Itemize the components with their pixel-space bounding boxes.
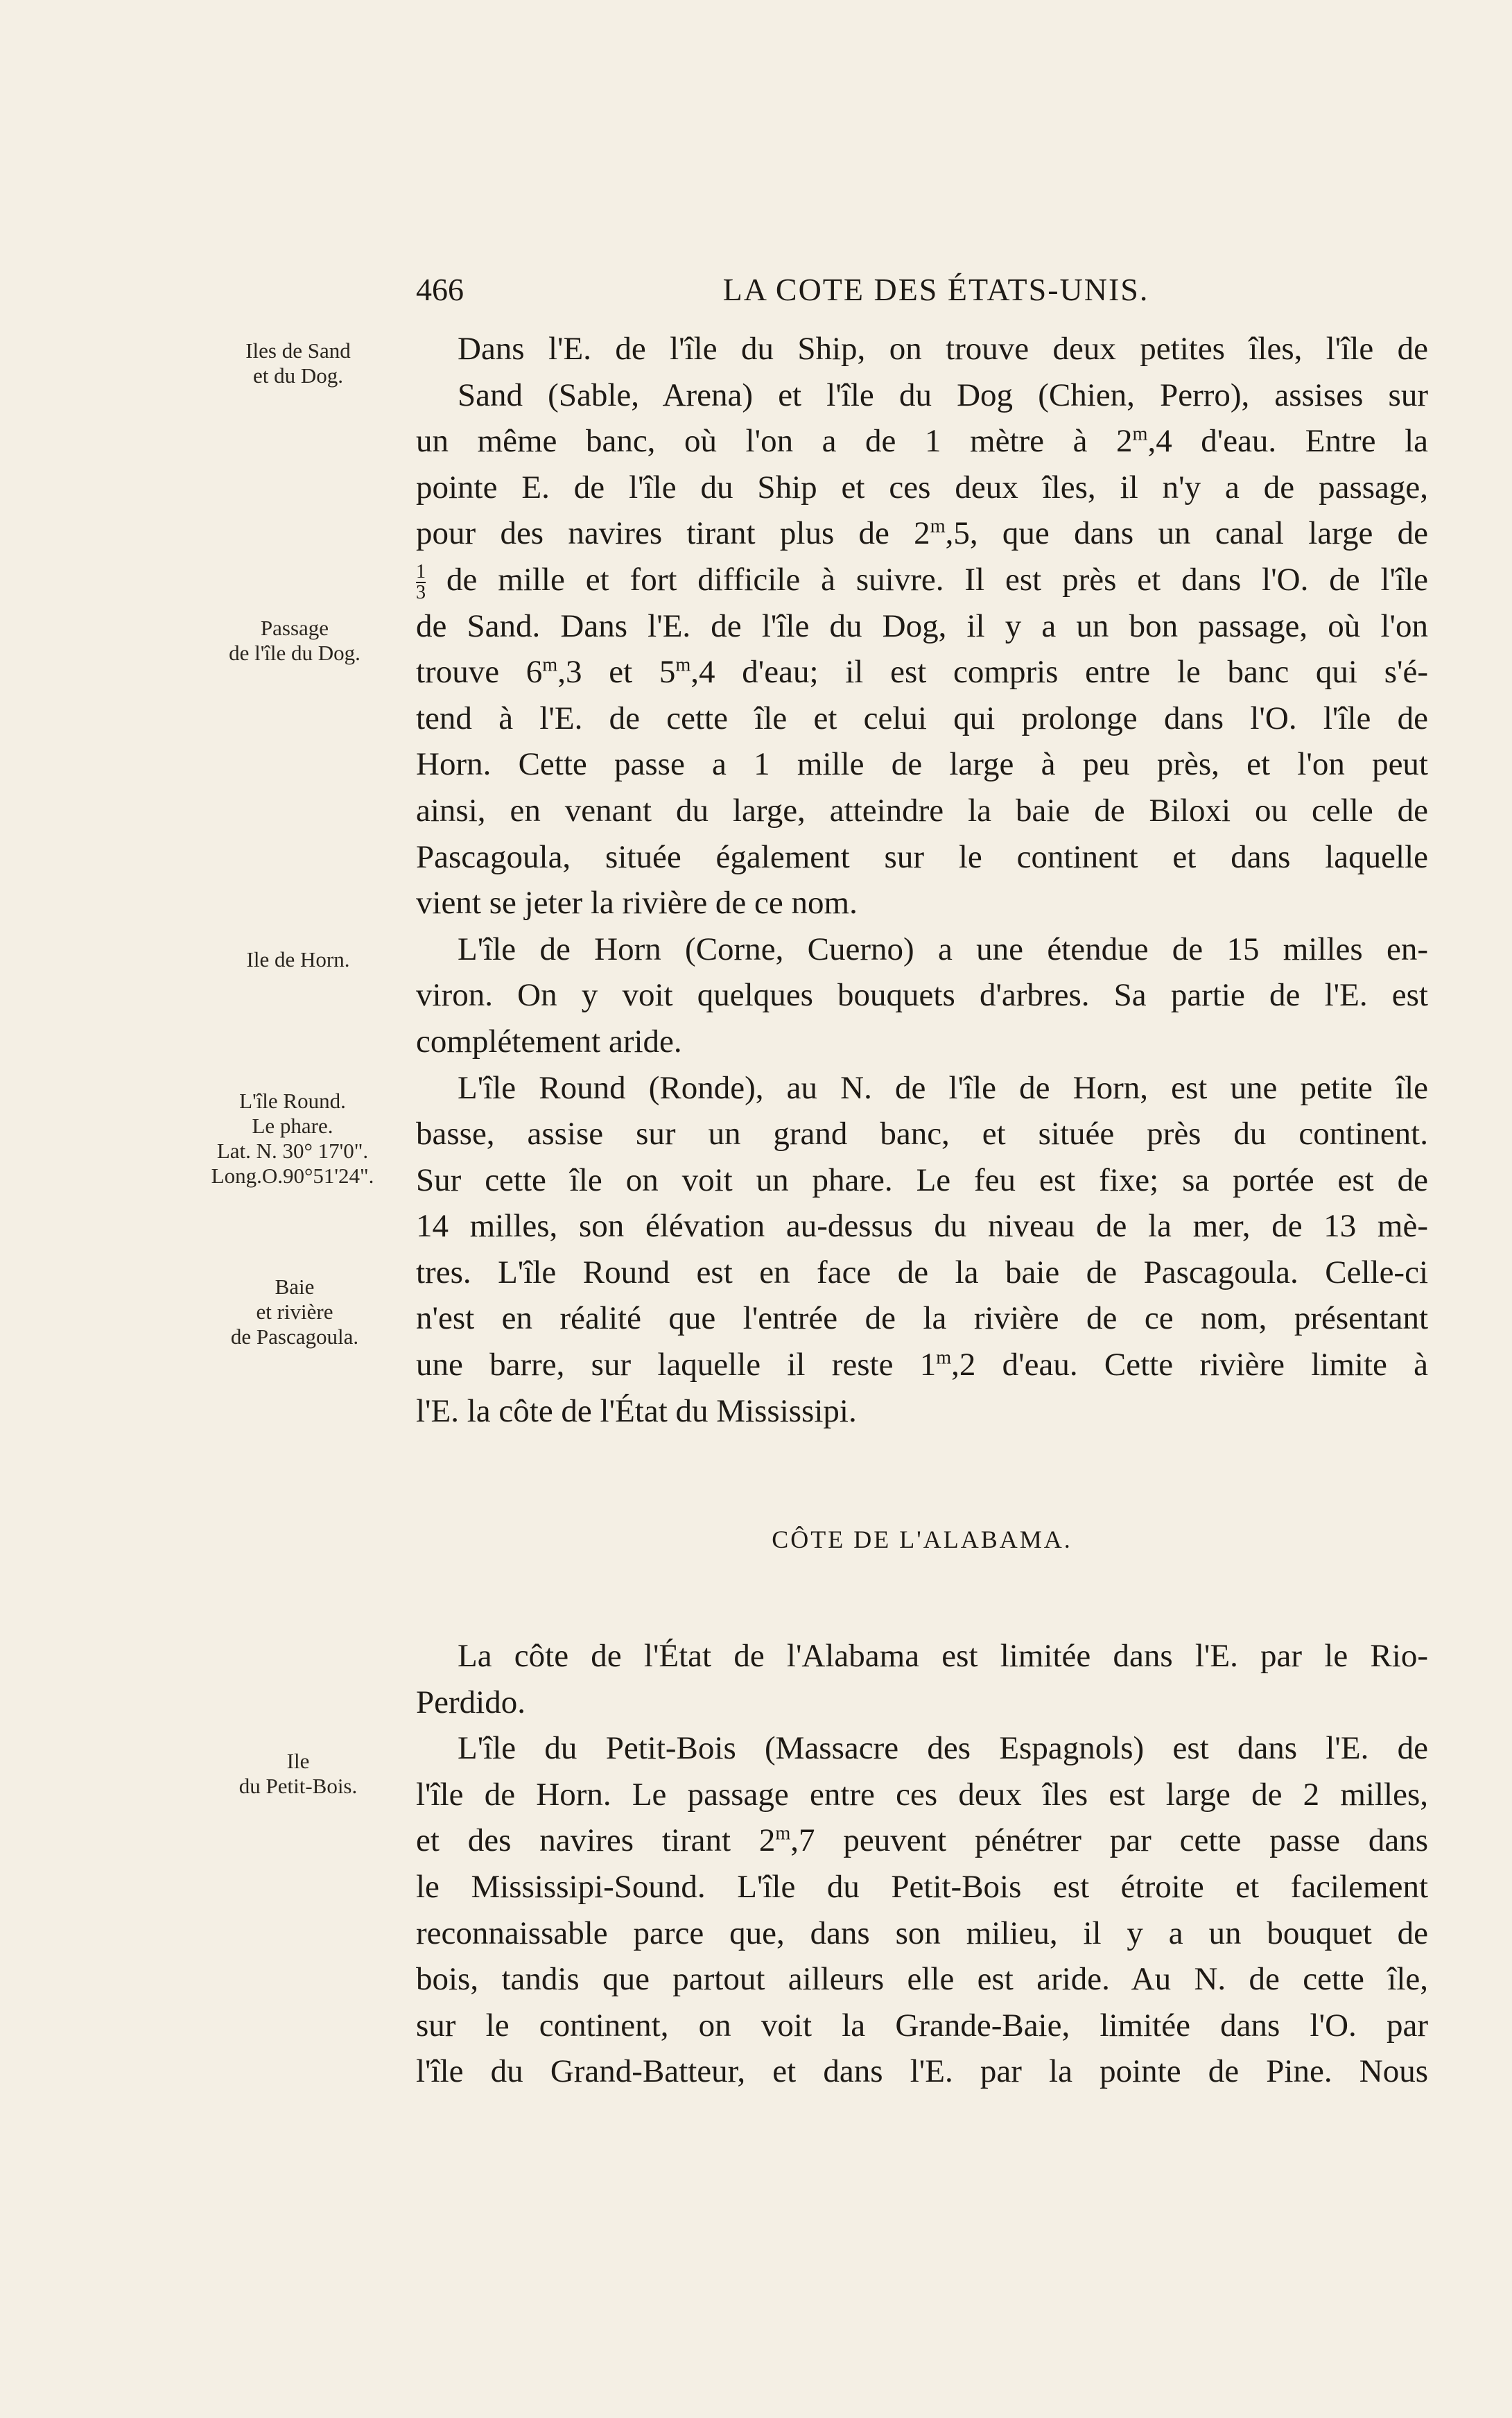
margin-note-ile-horn: Ile de Horn. [246,947,350,971]
paragraph-5: L'île du Petit-Bois (Massacre des Espagnols) est dans l'E. de l'île de Horn. Le passage entre ces deux îles est large de 2 milles, et des navires tirant 2$^m$,7 peuvent pénétrer par cette passe dans le Mississipi-Sound. L'île du Petit-Bois est étroite et facilement reconnaissable parce que, dans son milieu, il y a un bouquet de bois, tandis que partout ailleurs elle est aride. Au N. de cette île, sur le continent, on voit la Grande-Baie, limitée dans l'O. par l'île du Grand-Batteur, et dans l'E. par la pointe de Pine. Nous [416,1730,1428,2090]
running-header [416,269,1428,311]
paragraph-3: L'île Round (Ronde), au N. de l'île de Horn, est une petite île basse, assise sur un grand banc, et située près du continent. Sur cette île on voit un phare. Le feu est fixe; sa portée est de 14 milles, son élévation au-dessus du niveau de la mer, de 13 mè- tres. L'île Round est en face de la baie de Pascagoula. Celle-ci n'est en réalité que l'entrée de la rivière de ce nom, présentant une barre, sur laquelle il reste 1$^m$,2 d'eau. Cette rivière limite à l'E. la côte de l'État du Mississipi. [416,1069,1429,1429]
section-heading: CÔTE DE L'ALABAMA. [772,1526,1072,1553]
margin-note-ile-petit-bois: Ile du Petit-Bois. [238,1749,358,1798]
running-title: LA COTE DES ÉTATS-UNIS. [722,272,1149,307]
body-text-top [416,326,1428,1434]
paragraph-4: La côte de l'État de l'Alabama est limitée dans l'E. par le Rio- Perdido. [416,1638,1428,1720]
paragraph-2: L'île de Horn (Corne, Cuerno) a une étendue de 15 milles en- viron. On y voit quelques bouquets d'arbres. Sa partie de l'E. est complétement aride. [416,931,1428,1060]
margin-note-passage-dog: Passage de l'île du Dog. [229,616,360,665]
page-number: 466 [416,272,464,307]
margin-note-iles-sand-dog: Iles de Sand et du Dog. [245,338,351,388]
body-text-bottom [416,1633,1428,2095]
margin-note-baie-pascagoula: Baie et rivière de Pascagoula. [230,1275,359,1349]
margin-note-ile-round: L'île Round. Le phare. Lat. N. 30° 17'0". Long.O.90°51'24". [211,1089,374,1188]
paragraph-1: Dans l'E. de l'île du Ship, on trouve deux petites îles, l'île de Sand (Sable, Arena) et l'île du Dog (Chien, Perro), assises sur un même banc, où l'on a de 1 mètre à 2$^m$,4 d'eau. Entre la pointe E. de l'île du Ship et ces deux îles, il n'y a de passage, pour des navires tirant plus de 2$^m$,5, que dans un canal large de $\frac{1}{3}$ de mille et fort difficile à suivre. Il est près et dans l'O. de l'île de Sand. Dans l'E. de l'île du Dog, il y a un bon passage, où l'on trouve 6$^m$,3 et 5$^m$,4 d'eau; il est compris entre le banc qui s'é- tend à l'E. de cette île et celui qui prolonge dans l'O. l'île de Horn. Cette passe a 1 mille de large à peu près, et l'on peut ainsi, en venant du large, atteindre la baie de Biloxi ou celle de Pascagoula, située également sur le continent et dans laquelle vient se jeter la rivière de ce nom. [416,331,1429,922]
fraction-one-third: $\frac{1}{3}$ [416,560,426,604]
